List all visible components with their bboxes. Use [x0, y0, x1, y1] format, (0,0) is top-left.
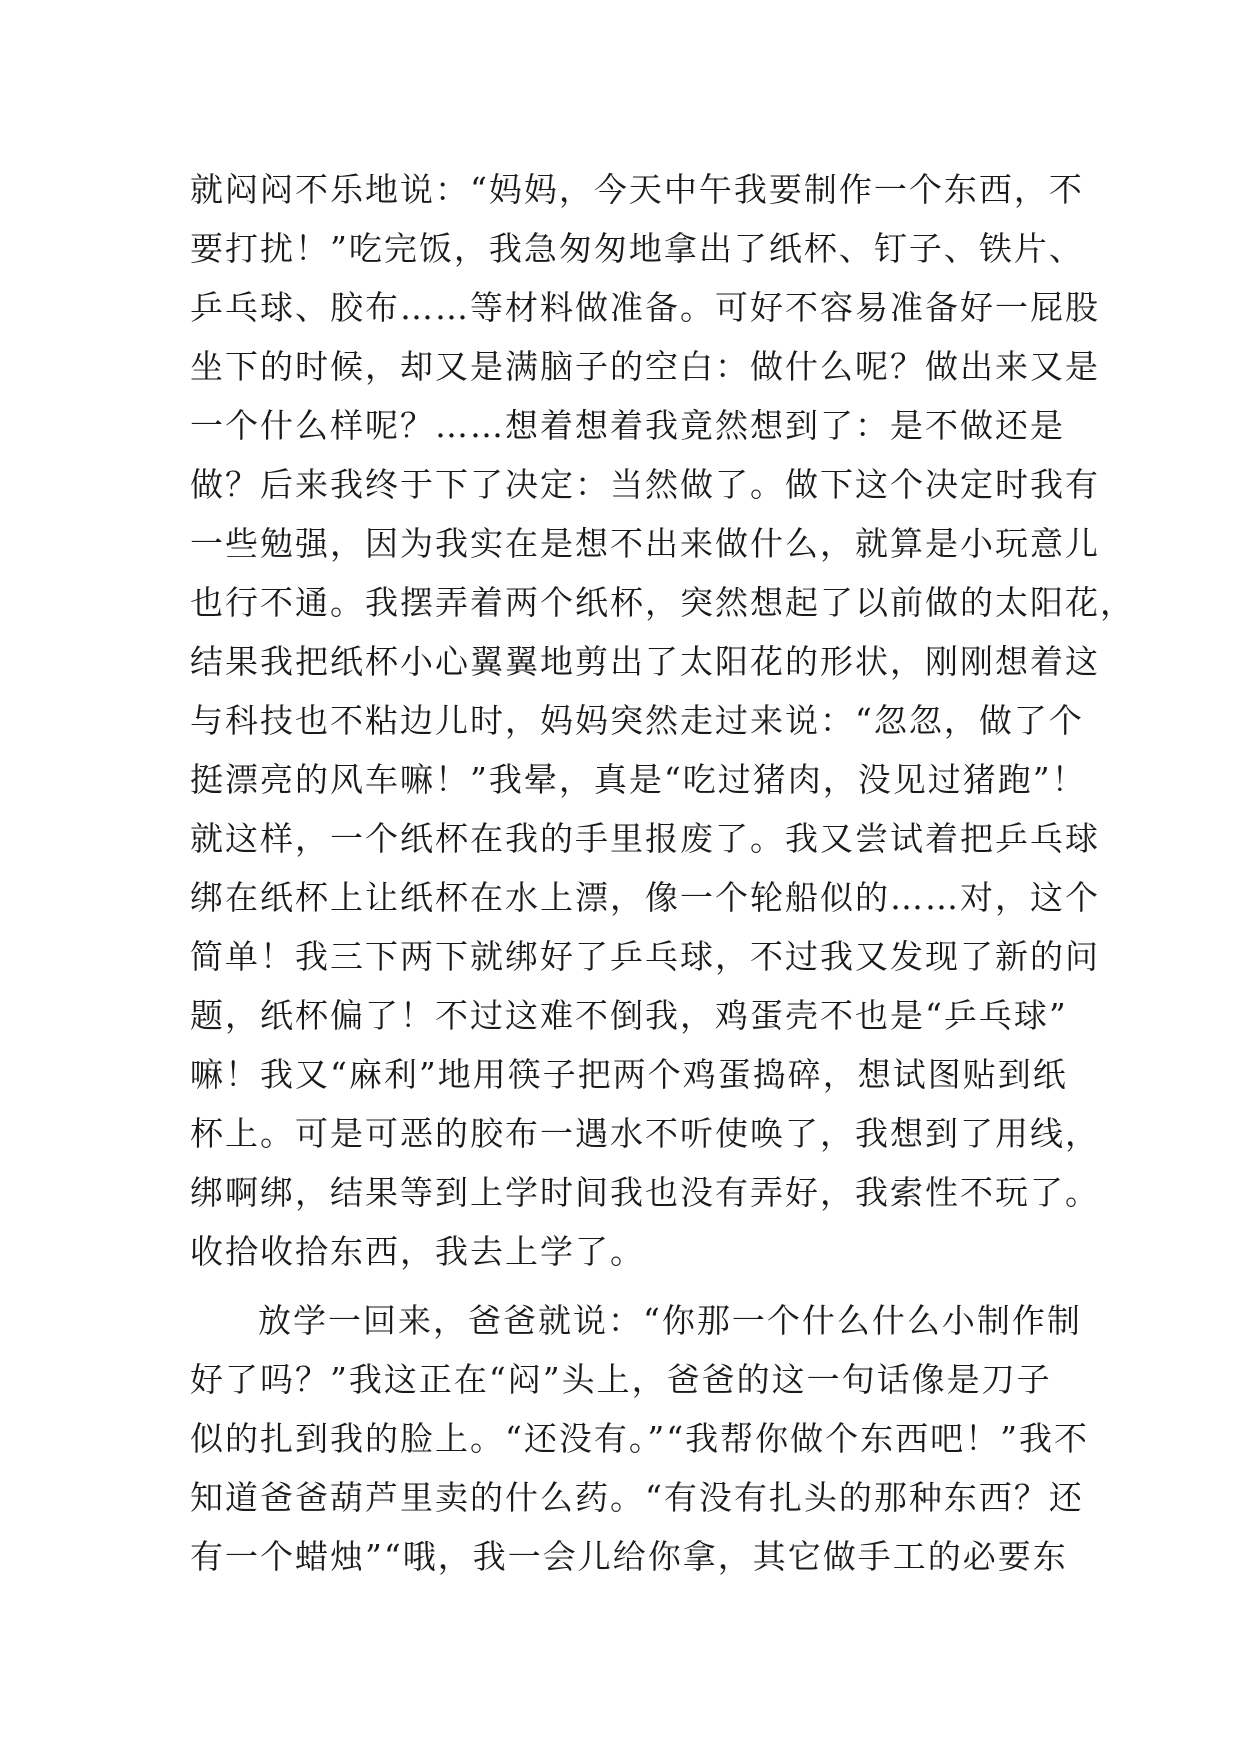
text-line: 收拾收拾东西，我去上学了。 [190, 1232, 645, 1271]
text-line: 就闷闷不乐地说：“妈妈，今天中午我要制作一个东西，不 [190, 170, 1084, 209]
text-line: 与科技也不粘边儿时，妈妈突然走过来说：“忽忽，做了个 [190, 701, 1084, 740]
paragraph-1 [190, 160, 1135, 1281]
text-line: 题，纸杯偏了！不过这难不倒我，鸡蛋壳不也是“乒乓球” [190, 996, 1068, 1035]
text-line: 乒乓球、胶布……等材料做准备。可好不容易准备好一屁股 [190, 288, 1100, 327]
paragraph-gap [190, 1281, 1050, 1291]
text-line: 就这样，一个纸杯在我的手里报废了。我又尝试着把乒乓球 [190, 819, 1100, 858]
text-line: 似的扎到我的脸上。“还没有。”“我帮你做个东西吧！”我不 [190, 1419, 1089, 1458]
text-line: 杯上。可是可恶的胶布一遇水不听使唤了，我想到了用线， [190, 1114, 1100, 1153]
body-text [190, 160, 1135, 1586]
text-line: 一些勉强，因为我实在是想不出来做什么，就算是小玩意儿 [190, 524, 1100, 563]
text-line: 放学一回来，爸爸就说：“你那一个什么什么小制作制 [258, 1301, 1082, 1340]
text-line: 做？后来我终于下了决定：当然做了。做下这个决定时我有 [190, 465, 1100, 504]
text-line: 一个什么样呢？……想着想着我竟然想到了：是不做还是 [190, 406, 1065, 445]
text-line: 简单！我三下两下就绑好了乒乓球，不过我又发现了新的问 [190, 937, 1100, 976]
text-line: 有一个蜡烛”“哦，我一会儿给你拿，其它做手工的必要东 [190, 1537, 1068, 1576]
text-line: 挺漂亮的风车嘛！”我晕，真是“吃过猪肉，没见过猪跑”！ [190, 760, 1087, 799]
text-line: 好了吗？”我这正在“闷”头上，爸爸的这一句话像是刀子 [190, 1360, 1052, 1399]
text-line: 知道爸爸葫芦里卖的什么药。“有没有扎头的那种东西？还 [190, 1478, 1084, 1517]
text-line: 绑啊绑，结果等到上学时间我也没有弄好，我索性不玩了。 [190, 1173, 1100, 1212]
text-line: 嘛！我又“麻利”地用筷子把两个鸡蛋捣碎，想试图贴到纸 [190, 1055, 1068, 1094]
text-line: 要打扰！”吃完饭，我急匆匆地拿出了纸杯、钉子、铁片、 [190, 229, 1084, 268]
text-line: 坐下的时候，却又是满脑子的空白：做什么呢？做出来又是 [190, 347, 1100, 386]
text-line: 绑在纸杯上让纸杯在水上漂，像一个轮船似的……对，这个 [190, 878, 1100, 917]
paragraph-2 [190, 1291, 1089, 1586]
text-line: 结果我把纸杯小心翼翼地剪出了太阳花的形状，刚刚想着这 [190, 642, 1100, 681]
text-line: 也行不通。我摆弄着两个纸杯，突然想起了以前做的太阳花， [190, 583, 1135, 622]
